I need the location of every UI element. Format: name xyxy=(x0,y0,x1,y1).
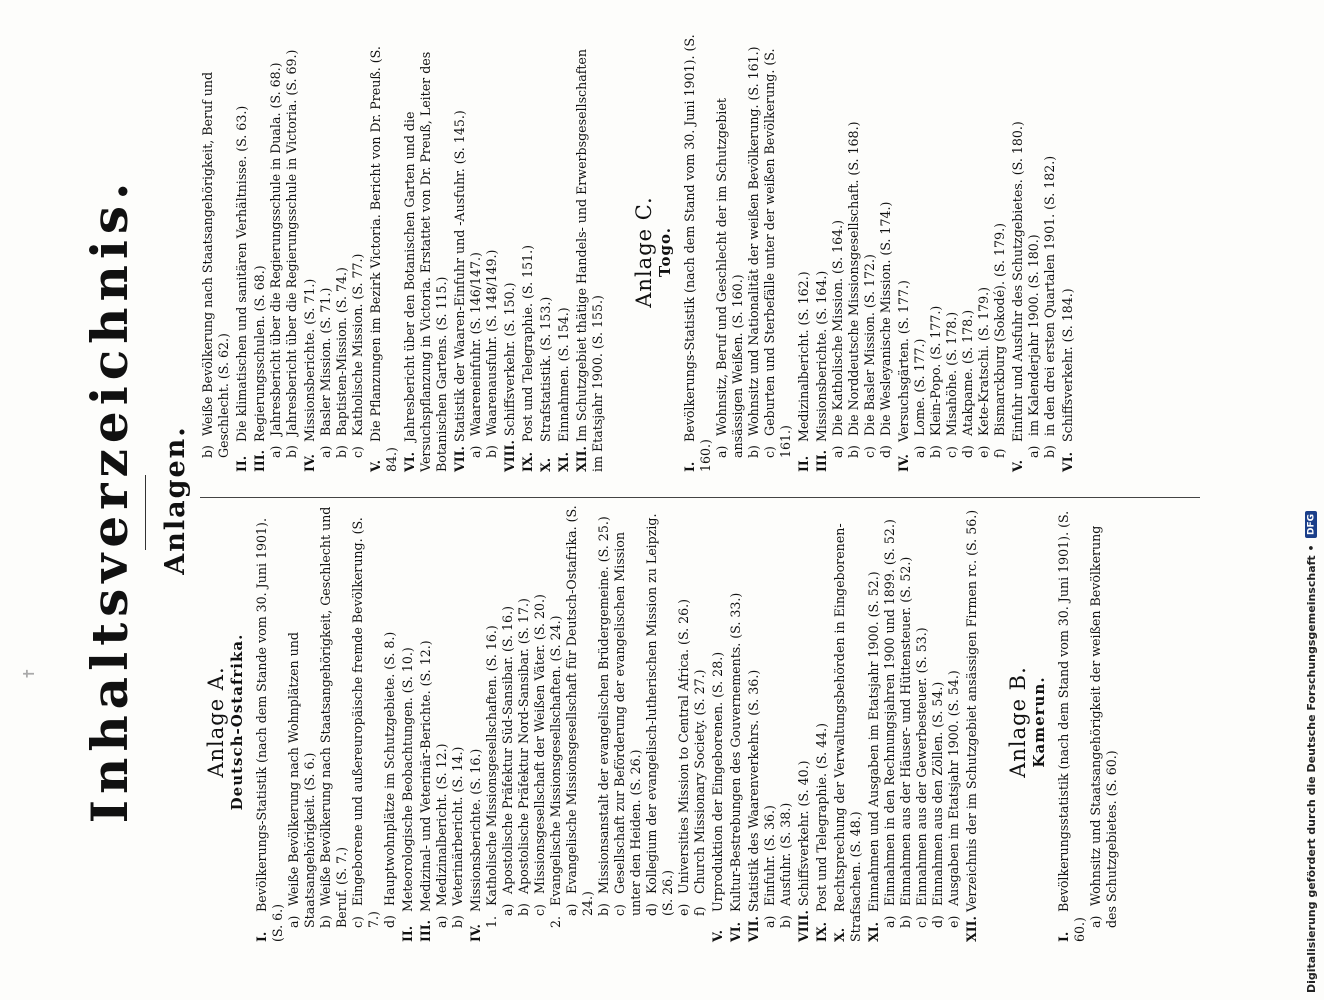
entry-number: c) xyxy=(532,904,547,916)
toc-section xyxy=(204,502,980,942)
entry-text: Apostolische Präfektur Nord-Sansibar. (S. 17.) xyxy=(516,598,531,894)
toc-entry xyxy=(676,502,692,942)
entry-text: Versuchsgärten. (S. 177.) xyxy=(896,280,911,442)
entry-text: Lome. (S. 177.) xyxy=(912,338,927,436)
entry-number: f) xyxy=(992,448,1007,458)
toc-entry xyxy=(286,502,318,942)
entry-text: Evangelische Missionsgesellschaft für Deutsch-Ostafrika. (S. 24.) xyxy=(564,505,595,916)
entry-number: a) xyxy=(1088,915,1103,928)
entry-number: c) xyxy=(350,446,365,458)
entry-text: Die Norddeutsche Missionsgesellschaft. (S. 168.) xyxy=(846,121,861,436)
toc-entry xyxy=(484,32,500,472)
entry-number: b) xyxy=(778,915,793,928)
entry-text: Meteorologische Beobachtungen. (S. 10.) xyxy=(400,647,415,912)
toc-entry xyxy=(830,32,846,472)
entry-text: Church Missionary Society. (S. 27.) xyxy=(692,669,707,894)
toc-entry xyxy=(468,32,484,472)
entry-text: Einfuhr. (S. 36.) xyxy=(762,805,777,906)
entry-number: a) xyxy=(468,445,483,458)
entry-number: c) xyxy=(914,916,929,928)
entry-text: Einnahmen aus der Gewerbesteuer. (S. 53.) xyxy=(914,627,929,906)
entry-text: Klein-Popo. (S. 177.) xyxy=(928,305,943,436)
entry-number: a) xyxy=(1026,445,1041,458)
right-column xyxy=(200,32,1102,472)
toc-entry xyxy=(1026,32,1042,472)
toc-entry xyxy=(762,32,794,472)
entry-text: Medizinalbericht. (S. 12.) xyxy=(434,743,449,906)
entry-text: Baptisten-Mission. (S. 74.) xyxy=(334,267,349,436)
entry-number: IX. xyxy=(520,451,535,472)
entry-number: b) xyxy=(596,903,611,916)
entry-text: Missionsanstalt der evangelischen Brüdergemeine. (S. 25.) xyxy=(596,516,611,894)
toc-entry xyxy=(538,32,554,472)
toc-entry xyxy=(866,502,882,942)
entry-number: b) xyxy=(898,915,913,928)
entry-number: b) xyxy=(746,445,761,458)
entry-text: Weiße Bevölkerung nach Staatsangehörigkeit, Beruf und Geschlecht. (S. 62.) xyxy=(200,71,231,458)
entry-number: b) xyxy=(318,915,333,928)
entry-number: VI. xyxy=(728,921,743,942)
toc-entry xyxy=(200,32,232,472)
dfg-logo: DFG xyxy=(1306,511,1318,538)
entry-number: X. xyxy=(538,457,553,472)
entry-number: XI. xyxy=(866,921,881,942)
entry-text: Missionsgesellschaft der Weißen Väter. (S. 20.) xyxy=(532,594,547,894)
toc-entry xyxy=(252,32,268,472)
anlage-heading: Anlage B. xyxy=(1006,666,1030,778)
entry-text: Einfuhr und Ausfuhr des Schutzgebietes. (S. 180.) xyxy=(1010,121,1025,442)
entry-number: a) xyxy=(912,445,927,458)
entry-text: Im Schutzgebiet thätige Handels- und Erwerbsgesellschaften im Etatsjahr 1900. (S. 155.) xyxy=(574,49,605,472)
toc-entry xyxy=(574,32,606,472)
credit-text: Digitalisierung gefördert durch die Deutsche Forschungsgemeinschaft • xyxy=(1305,544,1318,993)
anlage-heading: Anlage A. xyxy=(204,666,228,778)
toc-entry xyxy=(778,502,794,942)
entry-text: Regierungsschulen. (S. 68.) xyxy=(252,265,267,442)
entry-number: III. xyxy=(814,449,829,472)
entry-text: Schiffsverkehr. (S. 150.) xyxy=(502,282,517,437)
entry-number: e) xyxy=(976,445,991,458)
entry-text: Misahöhe. (S. 178.) xyxy=(944,311,959,436)
entry-text: Jahresbericht über die Regierungsschule in Duala. (S. 68.) xyxy=(268,62,283,436)
entry-number: a) xyxy=(882,915,897,928)
entry-text: Bevölkerungs-Statistik (nach dem Stande vom 30. Juni 1901). (S. 6.) xyxy=(254,518,285,942)
entry-number: b) xyxy=(284,445,299,458)
entry-text: Medizinalbericht. (S. 162.) xyxy=(796,271,811,442)
entry-number: e) xyxy=(676,903,691,916)
toc-entry xyxy=(912,32,928,472)
toc-entry xyxy=(450,502,466,942)
entry-number: V. xyxy=(1010,460,1025,472)
entry-text: Bismarckburg (Sokodé). (S. 179.) xyxy=(992,223,1007,436)
entry-text: Veterinärbericht. (S. 14.) xyxy=(450,746,465,906)
entry-text: Wohnsitz, Beruf und Geschlecht der im Schutzgebiet ansässigen Weißen. (S. 160.) xyxy=(714,98,745,458)
entry-text: Verzeichnis der im Schutzgebiet ansässigen Firmen rc. (S. 56.) xyxy=(964,509,979,912)
toc-entry xyxy=(814,502,830,942)
entry-text: Wohnsitz und Nationalität der weißen Bevölkerung. (S. 161.) xyxy=(746,46,761,436)
entry-text: Statistik der Waaren-Einfuhr und -Ausfuhr. (S. 145.) xyxy=(452,110,467,442)
entry-text: Gesellschaft zur Beförderung der evangelischen Mission unter den Heiden. (S. 26.) xyxy=(612,532,643,916)
toc-entry xyxy=(400,502,416,942)
entry-number: b) xyxy=(450,915,465,928)
entry-number: a) xyxy=(564,903,579,916)
entry-text: Post und Telegraphie. (S. 44.) xyxy=(814,722,829,912)
toc-entry xyxy=(946,502,962,942)
entry-text: Ausfuhr. (S. 38.) xyxy=(778,802,793,906)
toc-entry xyxy=(564,502,596,942)
entry-number: e) xyxy=(946,915,961,928)
toc-entry xyxy=(548,502,564,942)
entry-number: c) xyxy=(762,446,777,458)
toc-entry xyxy=(914,502,930,942)
entry-text: Jahresbericht über den Botanischen Garten und die Versuchspflanzung in Victoria. Erstattet von Dr. Preuß, Leiter des Botanischen Gartens. (S. 115.) xyxy=(402,51,449,472)
entry-text: Kultur-Bestrebungen des Gouvernements. (S. 33.) xyxy=(728,592,743,912)
toc-entry xyxy=(254,502,286,942)
entry-number: a) xyxy=(286,915,301,928)
toc-entry xyxy=(1088,502,1120,942)
toc-entry xyxy=(862,32,878,472)
entry-number: XI. xyxy=(556,451,571,472)
entry-text: Einnahmen. (S. 154.) xyxy=(556,307,571,442)
toc-entry xyxy=(500,502,516,942)
title-rule xyxy=(145,475,146,550)
toc-entry xyxy=(728,502,744,942)
entry-number: b) xyxy=(334,445,349,458)
page-title: Inhaltsverzeichnis. xyxy=(80,176,139,824)
toc-entry xyxy=(710,502,726,942)
entry-text: Katholische Mission. (S. 77.) xyxy=(350,253,365,436)
entry-text: Kete-Kratschi. (S. 179.) xyxy=(976,286,991,436)
entry-text: Schiffsverkehr. (S. 184.) xyxy=(1060,288,1075,442)
toc-entry xyxy=(268,32,284,472)
toc-entry xyxy=(382,502,398,942)
entry-text: Die Basler Mission. (S. 172.) xyxy=(862,254,877,436)
entry-number: a) xyxy=(762,915,777,928)
entry-number: I. xyxy=(682,461,697,472)
toc-entry xyxy=(944,32,960,472)
colony-name: Deutsch-Ostafrika. xyxy=(228,633,246,811)
entry-number: d) xyxy=(644,903,659,916)
toc-entry xyxy=(318,502,350,942)
entry-number: c) xyxy=(944,446,959,458)
entry-number: II. xyxy=(796,455,811,472)
entry-text: Einnahmen in den Rechnungsjahren 1900 und 1899. (S. 52.) xyxy=(882,519,897,906)
toc-entry xyxy=(556,32,572,472)
toc-entry xyxy=(1042,32,1058,472)
toc-entry xyxy=(878,32,894,472)
anlage-heading: Anlage C. xyxy=(632,196,656,308)
entry-number: a) xyxy=(268,445,283,458)
toc-entry xyxy=(762,502,778,942)
page-subtitle: Anlagen. xyxy=(160,425,191,575)
entry-number: c) xyxy=(862,446,877,458)
toc-entry xyxy=(964,502,980,942)
toc-entry xyxy=(284,32,300,472)
toc-entry xyxy=(350,32,366,472)
entry-number: b) xyxy=(1042,445,1057,458)
entry-number: IV. xyxy=(896,454,911,472)
toc-section xyxy=(632,32,1076,472)
digitization-credit xyxy=(1305,8,1318,993)
entry-number: VIII. xyxy=(502,440,517,472)
toc-entry xyxy=(520,32,536,472)
toc-entry xyxy=(1010,32,1026,472)
toc-entry xyxy=(960,32,976,472)
toc-entry xyxy=(434,502,450,942)
toc-entry xyxy=(898,502,914,942)
entry-text: Rechtsprechung der Verwaltungsbehörden in Eingeborenen-Strafsachen. (S. 48.) xyxy=(832,523,863,942)
entry-number: b) xyxy=(484,445,499,458)
entry-number: c) xyxy=(612,904,627,916)
column-divider xyxy=(200,497,1200,498)
entry-number: VI. xyxy=(402,451,417,472)
entry-number: VII. xyxy=(452,446,467,472)
entry-text: Waarenausfuhr. (S. 148/149.) xyxy=(484,249,499,436)
entry-text: Strafstatistik. (S. 153.) xyxy=(538,296,553,442)
entry-number: III. xyxy=(252,449,267,472)
entry-text: im Kalenderjahr 1900. (S. 180.) xyxy=(1026,234,1041,436)
entry-number: III. xyxy=(418,919,433,942)
entry-number: d) xyxy=(930,915,945,928)
entry-number: I. xyxy=(254,931,269,942)
toc-entry xyxy=(692,502,708,942)
entry-number: a) xyxy=(500,903,515,916)
toc-entry xyxy=(714,32,746,472)
entry-text: Urproduktion der Eingeborenen. (S. 28.) xyxy=(710,651,725,912)
entry-number: a) xyxy=(434,915,449,928)
entry-text: Die Pflanzungen im Bezirk Victoria. Bericht von Dr. Preuß. (S. 84.) xyxy=(368,46,399,472)
toc-entry xyxy=(418,502,434,942)
entry-number: IX. xyxy=(814,921,829,942)
entry-text: Ausgaben im Etatsjahr 1900. (S. 54.) xyxy=(946,670,961,906)
toc-entry xyxy=(402,32,450,472)
entry-text: Missionsberichte. (S. 164.) xyxy=(814,270,829,442)
entry-text: Medizinal- und Veterinär-Berichte. (S. 12.) xyxy=(418,640,433,912)
entry-text: Bevölkerungs-Statistik (nach dem Stand vom 30. Juni 1901). (S. 160.) xyxy=(682,34,713,472)
toc-entry xyxy=(992,32,1008,472)
entry-number: I. xyxy=(1056,931,1071,942)
toc-entry xyxy=(334,32,350,472)
entry-number: V. xyxy=(710,930,725,942)
toc-entry xyxy=(796,502,812,942)
toc-entry xyxy=(746,32,762,472)
entry-text: Die Wesleyanische Mission. (S. 174.) xyxy=(878,201,893,436)
toc-entry xyxy=(350,502,382,942)
entry-number: VII. xyxy=(746,916,761,942)
toc-entry xyxy=(484,502,500,942)
entry-text: in den drei ersten Quartalen 1901. (S. 182.) xyxy=(1042,155,1057,436)
entry-text: Wohnsitz und Staatsangehörigkeit der weißen Bevölkerung des Schutzgebietes. (S. 60.) xyxy=(1088,525,1119,928)
toc-section xyxy=(1006,502,1120,942)
toc-entry xyxy=(502,32,518,472)
entry-number: b) xyxy=(200,445,215,458)
entry-number: VI. xyxy=(1060,451,1075,472)
entry-number: b) xyxy=(516,903,531,916)
toc-entry xyxy=(318,32,334,472)
entry-text: Missionsberichte. (S. 71.) xyxy=(302,278,317,442)
entry-number: X. xyxy=(832,927,847,942)
colony-name: Togo. xyxy=(656,227,674,277)
entry-text: Apostolische Präfektur Süd-Sansibar. (S. 16.) xyxy=(500,606,515,894)
entry-number: XII. xyxy=(964,916,979,942)
entry-text: Hauptwohnplätze im Schutzgebiete. (S. 8.) xyxy=(382,631,397,906)
toc-entry xyxy=(846,32,862,472)
entry-number: IV. xyxy=(468,924,483,942)
entry-text: Waareneinfuhr. (S. 146/147.) xyxy=(468,252,483,436)
entry-number: a) xyxy=(830,445,845,458)
entry-text: Jahresbericht über die Regierungsschule in Victoria. (S. 69.) xyxy=(284,49,299,436)
entry-number: IV. xyxy=(302,454,317,472)
entry-number: VIII. xyxy=(796,910,811,942)
entry-number: a) xyxy=(714,445,729,458)
toc-entry xyxy=(976,32,992,472)
entry-number: II. xyxy=(400,925,415,942)
toc-entry xyxy=(368,32,400,472)
margin-note: ✝ xyxy=(20,667,38,680)
entry-number: f) xyxy=(692,906,707,916)
entry-text: Missionsberichte. (S. 16.) xyxy=(468,748,483,912)
toc-entry xyxy=(814,32,830,472)
entry-text: Evangelische Missionsgesellschaften. (S. 24.) xyxy=(548,615,563,906)
toc-entry xyxy=(746,502,762,942)
toc-entry xyxy=(928,32,944,472)
toc-entry xyxy=(930,502,946,942)
entry-number: b) xyxy=(846,445,861,458)
entry-text: Einnahmen aus der Häuser- und Hüttensteuer. (S. 52.) xyxy=(898,556,913,906)
toc-entry xyxy=(896,32,912,472)
toc-section xyxy=(200,32,606,472)
toc-entry xyxy=(832,502,864,942)
entry-number: d) xyxy=(382,915,397,928)
entry-text: Statistik des Waarenverkehrs. (S. 36.) xyxy=(746,669,761,912)
entry-text: Post und Telegraphie. (S. 151.) xyxy=(520,244,535,442)
left-column xyxy=(200,502,1146,942)
toc-entry xyxy=(596,502,612,942)
entry-number: d) xyxy=(878,445,893,458)
entry-number: 2. xyxy=(548,915,563,928)
toc-entry xyxy=(452,32,468,472)
entry-text: Basler Mission. (S. 71.) xyxy=(318,287,333,436)
entry-number: II. xyxy=(234,455,249,472)
entry-text: Kollegium der evangelisch-lutherischen Mission zu Leipzig. (S. 26.) xyxy=(644,513,675,916)
entry-text: Die Katholische Mission. (S. 164.) xyxy=(830,219,845,436)
colony-name: Kamerun. xyxy=(1030,676,1048,768)
entry-number: c) xyxy=(350,916,365,928)
entry-number: b) xyxy=(928,445,943,458)
entry-number: XII. xyxy=(574,446,589,472)
entry-text: Eingeborene und außereuropäische fremde Bevölkerung. (S. 7.) xyxy=(350,517,381,928)
entry-number: 1. xyxy=(484,915,499,928)
toc-entry xyxy=(516,502,532,942)
toc-entry xyxy=(468,502,484,942)
entry-number: V. xyxy=(368,460,383,472)
entry-text: Katholische Missionsgesellschaften. (S. 16.) xyxy=(484,625,499,906)
entry-text: Bevölkerungsstatistik (nach dem Stand vom 30. Juni 1901). (S. 60.) xyxy=(1056,510,1087,942)
entry-text: Atakpame. (S. 178.) xyxy=(960,309,975,436)
toc-entry xyxy=(796,32,812,472)
entry-text: Weiße Bevölkerung nach Wohnplätzen und Staatsangehörigkeit. (S. 6.) xyxy=(286,632,317,928)
entry-text: Universities Mission to Central Africa. (S. 26.) xyxy=(676,598,691,894)
entry-text: Weiße Bevölkerung nach Staatsangehörigkeit, Geschlecht und Beruf. (S. 7.) xyxy=(318,506,349,928)
toc-entry xyxy=(302,32,318,472)
toc-entry xyxy=(1060,32,1076,472)
toc-entry xyxy=(234,32,250,472)
entry-number: d) xyxy=(960,445,975,458)
entry-text: Geburten und Sterbefälle unter der weißen Bevölkerung. (S. 161.) xyxy=(762,48,793,458)
entry-number: a) xyxy=(318,445,333,458)
entry-text: Einnahmen und Ausgaben im Etatsjahr 1900. (S. 52.) xyxy=(866,571,881,912)
toc-entry xyxy=(1056,502,1088,942)
toc-entry xyxy=(612,502,644,942)
entry-text: Die klimatischen und sanitären Verhältnisse. (S. 63.) xyxy=(234,105,249,442)
toc-entry xyxy=(882,502,898,942)
toc-entry xyxy=(644,502,676,942)
toc-entry xyxy=(682,32,714,472)
entry-text: Schiffsverkehr. (S. 40.) xyxy=(796,760,811,907)
toc-entry xyxy=(532,502,548,942)
entry-text: Einnahmen aus den Zöllen. (S. 54.) xyxy=(930,681,945,906)
